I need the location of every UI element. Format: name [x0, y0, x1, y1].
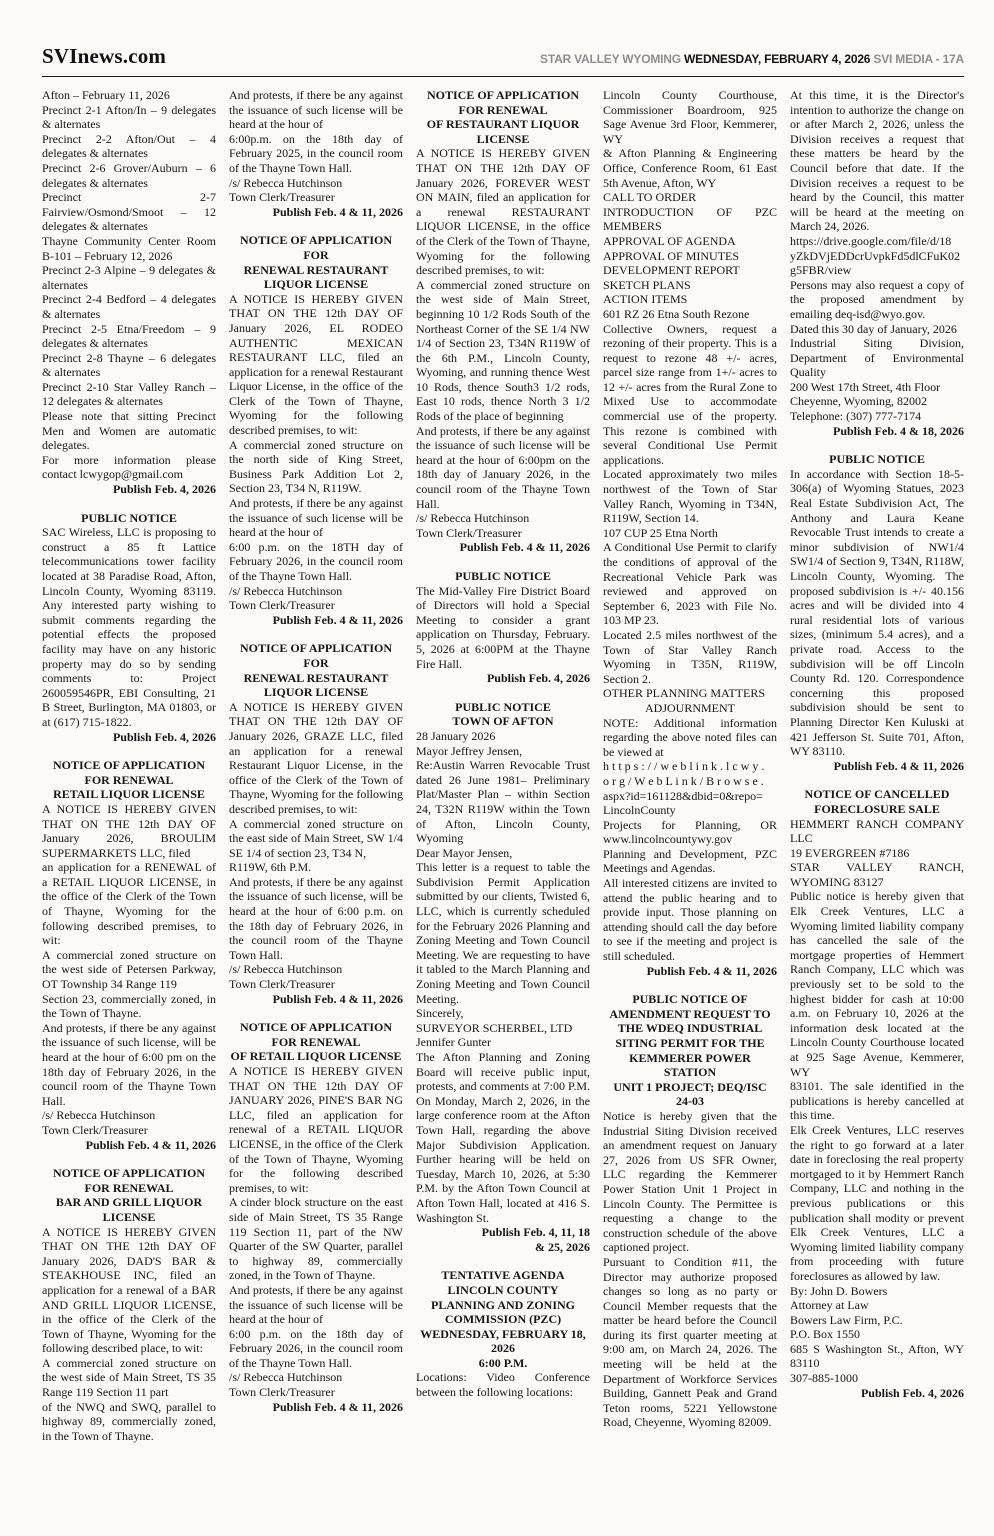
text-line: NOTICE OF CANCELLED: [804, 787, 950, 802]
text-line: Telephone: (307) 777-7174: [790, 409, 922, 424]
text-line: NOTICE OF APPLICATION: [426, 88, 579, 102]
notice-paragraph: SAC Wireless, LLC is proposing to construct a 85 ft Lattice telecommunications tower facility located at 38 Paradise Road, Afton, Lincoln County, Wyoming 83119. Any interested party wishing to submit comments regarding the potential effects the proposed facility may have on any historic property may do so by sending comments to: Project 260059546PR, EBI Consulting, 21 B Street, Burlington, MA 01803, or at (617) 715-1822.: [42, 525, 216, 729]
notice-heading: [42, 511, 216, 526]
notice-paragraph: A commercial zoned structure on the west side of Main Street, beginning 10 1/2 Rods South of the Northeast Corner of the SE 1/4 NW 1/4 of Section 23, T34N R119W of the 6th P.M., Lincoln County, Wyoming, and running thence West 10 Rods, thence South3 1/2 rods, East 10 rods, thence North 3 1/2 Rods of the place of beginning: [416, 277, 590, 424]
text-line: UNIT 1 PROJECT; DEQ/ISC: [613, 1079, 767, 1094]
notice-paragraph: 83101. The sale identified in the publications is hereby cancelled at this time.: [790, 1079, 964, 1123]
text-line: Bowers Law Firm, P.C.: [790, 1312, 903, 1327]
notice-heading: [416, 569, 590, 584]
text-line: SITING PERMIT FOR THE: [615, 1036, 765, 1050]
text-line: PUBLIC NOTICE: [81, 510, 177, 525]
notice-paragraph: The Afton Planning and Zoning Board will receive public input, protests, and comments at 7:00 P.M. On Monday, March 2, 2026, in the large conference room at the Afton Town Hall, regarding the above Major Subdivision Application. Further hearing will be held on Tuesday, March 10, 2026, at 5:30 P.M. by the Afton Town Council at Afton Town Hall, located at 416 S. Washington St.: [416, 1050, 590, 1225]
notice-lines: [229, 962, 403, 991]
text-line: LIQUOR LICENSE: [263, 685, 369, 700]
notice-paragraph: A cinder block structure on the east side of Main Street, TS 35 Range 119 Section 11, part of the NW Quarter of the SW Quarter, parallel to highway 89, commercially zoned, in the Town of Thayne.: [229, 1195, 403, 1283]
text-line: THE WDEQ INDUSTRIAL: [617, 1021, 763, 1036]
centered-line: ADJOURNMENT: [645, 700, 735, 715]
notice-lines: [416, 1006, 590, 1050]
notice-paragraph: At this time, it is the Director's intention to authorize the change on or after March 2, 2026, unless the Division receives a request that these matters be heard by the Council before that date. If the Division receives a request to be heard by the Council, this matter will be heard at the meeting on March 24, 2026.: [790, 88, 964, 234]
notice-paragraph: And protests, if there be any against the issuance of such license will be heard at the hour of 6:00pm on the 18th day of January 2026, in the council room of the Thayne Town Hall.: [416, 423, 590, 511]
masthead: [42, 0, 964, 77]
notice-paragraph: And protests, if there be any against the issuance of such license will be heard at the hour of: [229, 496, 403, 540]
text-line: https://drive.google.com/file/d/18: [790, 233, 952, 248]
notice-lines: [229, 584, 403, 613]
text-line: LICENSE: [476, 131, 530, 146]
text-line: KEMMERER POWER STATION: [629, 1050, 751, 1080]
text-line: PUBLIC NOTICE OF: [632, 992, 748, 1007]
publish-line: Publish Feb. 4 & 11, 2026: [272, 1399, 403, 1414]
publish-line: [416, 1225, 590, 1254]
text-line: /s/ Rebecca Hutchinson: [42, 1108, 156, 1123]
notice-lines: [416, 511, 590, 540]
text-line: /s/ Rebecca Hutchinson: [229, 1370, 343, 1385]
publish-line: Publish Feb. 4 & 11, 2026: [272, 612, 403, 627]
notice-lines: [603, 526, 777, 541]
text-line: NOTICE OF APPLICATION: [52, 758, 205, 773]
notice-heading: [229, 233, 403, 291]
masthead-right: [540, 52, 964, 66]
notice-paragraph: The Mid-Valley Fire District Board of Directors will hold a Special Meeting to consider a grant application on Thursday, February. 5, 2026 at 6:00PM at the Thayne Fire Hall.: [416, 583, 590, 671]
notice-paragraph: Collective Owners, request a rezoning of their property. This is a request to rezone 48 +/- acres, parcel size range from 1+/- acres to 12 +/- acres from the Rural Zone to Mixed Use to accommodate commercial use of the property. This rezone is combined with several Conditional Use Permit applications.: [603, 321, 777, 467]
notice-paragraph: INTRODUCTION OF PZC MEMBERS: [603, 204, 777, 234]
text-line: FOR RENEWAL: [271, 1034, 361, 1049]
notice-paragraph: A NOTICE IS HEREBY GIVEN THAT ON THE 12th DAY OF January 2026, BROULIM SUPERMARKETS LLC, filed: [42, 801, 216, 860]
notice-paragraph: Precinct 2-2 Afton/Out – 4 delegates & alternates: [42, 131, 216, 161]
notice-paragraph: & Afton Planning & Engineering Office, Conference Room, 61 East 5th Avenue, Afton, WY: [603, 146, 777, 190]
text-line: 28 January 2026: [416, 728, 496, 743]
text-line: yZkDVjEDDcrUvpkFd5dlCFuK02: [790, 248, 960, 263]
text-line: OF RETAIL LIQUOR LICENSE: [230, 1049, 402, 1064]
text-line: FOR RENEWAL: [458, 102, 548, 117]
column-1: [42, 88, 216, 1513]
text-line: FORECLOSURE SALE: [814, 801, 940, 816]
notice-paragraph: And protests, if there be any against the issuance of such license, will be heard at the hour of 6:00 p.m. on the 18th day of February 2026, in the council room of the Thayne Town Hall.: [229, 874, 403, 962]
text-line: ACTION ITEMS: [603, 292, 688, 307]
notice-paragraph: of the NWQ and SWQ, parallel to highway 89, commercially zoned, in the Town of Thayne.: [42, 1399, 216, 1443]
notice-paragraph: Precinct 2-3 Alpine – 9 delegates & alternates: [42, 263, 216, 292]
publish-line: Publish Feb. 4, 2026: [112, 482, 216, 497]
notice-paragraph: an application for a RENEWAL of a RETAIL LIQUOR LICENSE, in the office of the Clerk of the Town of Thayne, Wyoming for the following described premises, to wit:: [42, 860, 216, 948]
text-line: SURVEYOR SCHERBEL, LTD: [416, 1020, 573, 1035]
text-line: LincolnCounty: [603, 803, 676, 818]
text-line: PLANNING AND ZONING: [430, 1297, 575, 1312]
text-line: NOTICE OF APPLICATION: [52, 1166, 205, 1181]
site-name: SVInews.com: [42, 44, 167, 68]
notice-paragraph: Precinct 2-4 Bedford – 4 delegates & alternates: [42, 292, 216, 321]
text-line: OTHER PLANNING MATTERS: [603, 686, 765, 701]
publish-line: Publish Feb. 4 & 11, 2026: [85, 1137, 216, 1152]
text-line: TENTATIVE AGENDA: [441, 1268, 565, 1283]
notice-lines: [603, 759, 777, 817]
text-line: FOR RENEWAL: [84, 772, 174, 787]
publish-line: Publish Feb. 4 & 11, 2026: [833, 758, 964, 773]
text-line: PUBLIC NOTICE: [455, 699, 551, 714]
notice-paragraph: Precinct 2-10 Star Valley Ranch – 12 delegates & alternates: [42, 379, 216, 409]
text-line: 307-885-1000: [790, 1371, 858, 1386]
notice-paragraph: A NOTICE IS HEREBY GIVEN THAT ON THE 12th DAY OF JANUARY 2026, PINE'S BAR NG LLC, filed an application for renewal of a RETAIL LIQUOR LICENSE, in the office of the Clerk of the Town of Thayne, Wyoming for the following described premises, to wit:: [229, 1064, 403, 1195]
publish-line: Publish Feb. 4 & 11, 2026: [646, 963, 777, 978]
notice-paragraph: Re:Austin Warren Revocable Trust dated 26 June 1981– Preliminary Plat/Master Plan – within Section 24, T32N R119W within the Town of Afton, Lincoln County, Wyoming: [416, 758, 590, 846]
notice-heading: [416, 1268, 590, 1370]
notice-paragraph: And protests, if there be any against the issuance of such license, will be heard at the hour of 6:00 pm on the 18th day of February 2026, in the council room of the Thayne Town Hall.: [42, 1020, 216, 1108]
publish-line: Publish Feb. 4 & 11, 2026: [272, 204, 403, 219]
text-line: Cheyenne, Wyoming, 82002: [790, 394, 928, 409]
notice-paragraph: Dated this 30 day of January, 2026: [790, 321, 957, 336]
publish-line: Publish Feb. 4, 2026: [860, 1385, 964, 1400]
text-line: DEVELOPMENT REPORT: [603, 263, 740, 278]
notice-heading: [42, 758, 216, 802]
text-line: CALL TO ORDER: [603, 190, 697, 205]
notice-paragraph: A commercial zoned structure on the north side of King Street, Business Park Addition Lot 2, Section 23, T34 N, R119W.: [229, 437, 403, 496]
text-line: FOR RENEWAL: [84, 1180, 174, 1195]
text-line: RETAIL LIQUOR LICENSE: [53, 787, 205, 802]
notice-heading: [790, 452, 964, 467]
notice-lines: [603, 190, 777, 205]
notice-paragraph: Precinct 2-7 Fairview/Osmond/Smoot – 12 delegates & alternates: [42, 190, 216, 234]
column-4: [603, 88, 777, 1513]
publish-line: Publish Feb. 4 & 11, 2026: [459, 540, 590, 555]
text-line: BAR AND GRILL LIQUOR: [55, 1195, 203, 1210]
notice-paragraph: And protests, if there be any against the issuance of such license will be heard at the hour of: [229, 88, 403, 132]
notice-lines: [416, 729, 590, 758]
notice-paragraph: Precinct 2-1 Afton/In – 9 delegates & alternates: [42, 102, 216, 132]
text-line: 200 West 17th Street, 4th Floor: [790, 379, 941, 394]
text-line: h t t p s : / / w e b l i n k . l c w y .: [603, 759, 765, 774]
text-line: SKETCH PLANS: [603, 277, 691, 292]
text-line: Town Clerk/Treasurer: [229, 190, 335, 205]
text-line: /s/ Rebecca Hutchinson: [229, 175, 343, 190]
columns: [42, 88, 964, 1513]
notice-paragraph: Thayne Community Center Room B-101 – February 12, 2026: [42, 233, 216, 263]
notice-heading: [229, 1020, 403, 1064]
text-line: 24-03: [676, 1094, 704, 1109]
notice-paragraph: Public notice is hereby given that Elk Creek Ventures, LLC a Wyoming limited liability company has cancelled the sale of the mortgage properties of Hemmert Ranch Company, LLC which was previously set to be sold to the highest bidder for cash at 10:00 a.m. on February 10, 2026 at the information desk located at the Lincoln County Courthouse located at 925 Sage Avenue, Kemmerer, WY: [790, 889, 964, 1079]
notice-lines: [790, 234, 964, 278]
masthead-location: STAR VALLEY WYOMING: [540, 52, 685, 66]
column-5: [790, 88, 964, 1513]
notice-paragraph: This letter is a request to table the Subdivision Permit Application submitted by our clients, Twisted 6, LLC, which is currently scheduled for the February 2026 Planning and Zoning Meeting and Town Council Meeting. We are requesting to have it tabled to the March Planning and Zoning Meeting and Town Council Meeting.: [416, 860, 590, 1006]
notice-paragraph: Precinct 2-8 Thayne – 6 delegates & alternates: [42, 350, 216, 380]
text-line: 6:00 P.M.: [478, 1355, 528, 1370]
text-line: 601 RZ 26 Etna South Rezone: [603, 306, 750, 321]
text-line: /s/ Rebecca Hutchinson: [229, 583, 343, 598]
text-line: TOWN OF AFTON: [452, 714, 554, 729]
text-line: By: John D. Bowers: [790, 1283, 888, 1298]
text-line: NOTICE OF APPLICATION: [239, 233, 392, 248]
notice-paragraph: 6:00 p.m. on the 18th day of February 2026, in the council room of the Thayne Town Hall.: [229, 1326, 403, 1370]
publish-line: Publish Feb. 4 & 18, 2026: [832, 423, 964, 438]
text-line: 2026: [491, 1341, 515, 1356]
notice-paragraph: Section 23, commercially zoned, in the Town of Thayne.: [42, 991, 216, 1021]
text-line: COMMISSION (PZC): [444, 1312, 562, 1327]
notice-paragraph: All interested citizens are invited to attend the public hearing and to provide input. Those planning on attending should call the day before to see if the meeting and project is still scheduled.: [603, 876, 777, 964]
text-line: /s/ Rebecca Hutchinson: [416, 511, 530, 526]
text-line: g5FBR/view: [790, 263, 852, 278]
notice-paragraph: A commercial zoned structure on the west side of Main Street, TS 35 Range 119 Section 11 part: [42, 1355, 216, 1400]
notice-paragraph: Projects for Planning, OR www.lincolncountywy.gov Planning and Development, PZC Meetings and Agendas.: [603, 817, 777, 876]
notice-heading: [603, 992, 777, 1109]
notice-paragraph: Located 2.5 miles northwest of the Town of Star Valley Ranch Wyoming in T35N, R119W, Section 2.: [603, 627, 777, 686]
text-line: APPROVAL OF AGENDA: [603, 233, 736, 248]
notice-paragraph: Elk Creek Ventures, LLC reserves the right to go forward at a later date in foreclosing the real property mortgaged to it by Hemmert Ranch Company, LLC and nothing in the previous publications or this publication shall modity or prevent Elk Creek Ventures, LLC a Wyoming limited liability company from proceeding with future foreclosures as allowed by law.: [790, 1122, 964, 1283]
text-line: NOTICE OF APPLICATION: [239, 1020, 392, 1035]
notice-paragraph: Located approximately two miles northwest of the Town of Star Valley Ranch, Wyoming in T34N, R119W, Section 14.: [603, 467, 777, 526]
notice-heading: [790, 787, 964, 816]
text-line: Mayor Jeffrey Jensen,: [416, 743, 523, 758]
notice-lines: [603, 686, 777, 701]
text-line: PUBLIC NOTICE: [455, 569, 551, 583]
notice-paragraph: Precinct 2-5 Etna/Freedom – 9 delegates & alternates: [42, 321, 216, 351]
notice-paragraph: NOTE: Additional information regarding the above noted files can be viewed at: [603, 715, 777, 759]
text-line: FOR: [303, 247, 329, 262]
text-line: Town Clerk/Treasurer: [42, 1122, 148, 1137]
notice-paragraph: STAR VALLEY RANCH, WYOMING 83127: [790, 860, 964, 889]
text-line: RENEWAL RESTAURANT: [243, 262, 389, 277]
text-line: PUBLIC NOTICE: [829, 452, 925, 467]
text-line: AMENDMENT REQUEST TO: [609, 1006, 771, 1021]
column-3: [416, 88, 590, 1513]
text-line: Town Clerk/Treasurer: [229, 1385, 335, 1400]
notice-paragraph: A NOTICE IS HEREBY GIVEN THAT ON THE 12th DAY OF January 2026, GRAZE LLC, filed an application for a renewal Restaurant Liquor License, in the office of the Clerk of the Town of Thayne, Wyoming for the following described premises, to wit:: [229, 699, 403, 816]
notice-lines: [790, 380, 964, 424]
text-line: Town Clerk/Treasurer: [416, 525, 522, 540]
notice-paragraph: A NOTICE IS HEREBY GIVEN THAT ON THE 12th DAY OF January 2026, DAD'S BAR & STEAKHOUSE INC, filed an application for a renewal of a BAR AND GRILL LIQUOR LICENSE, in the office of the Clerk of the Town of Thayne, Wyoming for the following described place, to wit:: [42, 1224, 216, 1356]
notice-paragraph: 685 S Washington St., Afton, WY 83110: [790, 1341, 964, 1371]
notice-paragraph: A commercial zoned structure on the west side of Petersen Parkway, OT Township 34 Range 119: [42, 947, 216, 992]
notice-paragraph: And protests, if there be any against the issuance of such license will be heard at the hour of: [229, 1282, 403, 1327]
notice-paragraph: Please note that sitting Precinct Men and Women are automatic delegates.: [42, 409, 216, 453]
notice-paragraph: Afton – February 11, 2026: [42, 88, 170, 102]
text-line: Publish Feb. 4, 11, 18: [481, 1225, 590, 1240]
text-line: NOTICE OF APPLICATION: [239, 641, 392, 656]
text-line: Jennifer Gunter: [416, 1035, 491, 1050]
notice-heading: [416, 88, 590, 146]
issue-date: WEDNESDAY, FEBRUARY 4, 2026: [684, 52, 871, 66]
notice-paragraph: A NOTICE IS HEREBY GIVEN THAT ON THE 12th DAY OF January 2026, EL RODEO AUTHENTIC MEXICAN RESTAURANT LLC, filed an application for a renewal Restaurant Liquor License, in the office of the Clerk of the Town of Thayne, Wyoming for the following described premises, to wit:: [229, 291, 403, 438]
notice-heading: [416, 700, 590, 729]
text-line: & 25, 2026: [535, 1239, 590, 1254]
notice-paragraph: Industrial Siting Division, Department of Environmental Quality: [790, 336, 964, 380]
notice-paragraph: 6:00p.m. on the 18th day of February 2025, in the council room of the Thayne Town Hall.: [229, 131, 403, 175]
text-line: 19 EVERGREEN #7186: [790, 845, 910, 860]
text-line: Dear Mayor Jensen,: [416, 845, 513, 860]
notice-paragraph: In accordance with Section 18-5-306(a) of Wyoming Statues, 2023 Real Estate Subdivision Act, The Anthony and Laura Keane Revocable Trust intends to create a minor subdivision of NW1/4 SW1/4 of Section 9, T34N, R118W, Lincoln County, Wyoming. The proposed subdivision is +/- 40.156 acres and will be divided into 4 rural residential lots of various sizes, (minimum 5.4 acres), and a private road. Access to the subdivision will be off Lincoln County Rd. 120. Correspondence concerning this proposed subdivision should be sent to Planning Director Ken Kuluski at 421 Jefferson St. Suite 701, Afton, WY 83110.: [790, 466, 964, 759]
text-line: /s/ Rebecca Hutchinson: [229, 962, 343, 977]
notice-heading: [42, 1166, 216, 1224]
text-line: Town Clerk/Treasurer: [229, 598, 335, 613]
notice-paragraph: For more information please contact lcwygop@gmail.com: [42, 452, 216, 482]
notice-lines: [42, 1108, 216, 1137]
notice-paragraph: Locations: Video Conference between the following locations:: [416, 1370, 590, 1400]
notice-paragraph: A commercial zoned structure on the east side of Main Street, SW 1/4 SE 1/4 of section 23, T34 N,: [229, 816, 403, 860]
text-line: LICENSE: [102, 1209, 156, 1224]
text-line: LIQUOR LICENSE: [263, 277, 369, 292]
notice-lines: [416, 846, 590, 861]
text-line: aspx?id=161128&dbid=0&repo=: [603, 788, 763, 803]
publish-line: Publish Feb. 4 & 11, 2026: [272, 991, 403, 1006]
notice-paragraph: HEMMERT RANCH COMPANY LLC: [790, 816, 964, 846]
text-line: APPROVAL OF MINUTES: [603, 248, 740, 263]
text-line: OF RESTAURANT LIQUOR: [426, 117, 580, 132]
text-line: RENEWAL RESTAURANT: [243, 670, 389, 685]
notice-paragraph: 6:00 p.m. on the 18TH day of February 2026, in the council room of the Thayne Town Hall.: [229, 539, 403, 583]
notice-paragraph: A Conditional Use Permit to clarify the conditions of approval of the Recreational Vehicle Park was reviewed and approved on September 6, 2023 with File No. 103 MP 23.: [603, 540, 777, 628]
text-line: Sincerely,: [416, 1006, 464, 1021]
text-line: o r g / W e b L i n k / B r o w s e .: [603, 773, 764, 788]
publish-line: Publish Feb. 4, 2026: [486, 671, 590, 686]
notice-paragraph: Precinct 2-6 Grover/Auburn – 6 delegates & alternates: [42, 160, 216, 190]
notice-lines: [790, 1284, 964, 1342]
text-line: Attorney at Law: [790, 1298, 869, 1313]
notice-paragraph: Pursuant to Condition #11, the Director may authorize proposed changes so long as no party or Council Member requests that the matter be heard before the Council during its first quarter meeting at 9:00 am, on March 24, 2026. The meeting will be held at the Department of Workforce Services Building, Gannett Peak and Grand Teton rooms, 5221 Yellowstone Road, Cheyenne, Wyoming 82009.: [603, 1254, 777, 1430]
text-line: FOR: [303, 655, 329, 670]
notice-paragraph: Notice is hereby given that the Industrial Siting Division received an amendment request on January 27, 2026 from US SFR Owner, LLC regarding the Kemmerer Power Station Unit 1 Project in Lincoln County. The Permittee is requesting a change to the construction schedule of the above captioned project.: [603, 1108, 777, 1255]
text-line: P.O. Box 1550: [790, 1327, 861, 1342]
column-2: [229, 88, 403, 1513]
notice-paragraph: A NOTICE IS HEREBY GIVEN THAT ON THE 12th DAY OF January 2026, FOREVER WEST ON MAIN, filed an application for a renewal RESTAURANT LIQUOR LICENSE, in the office of the Clerk of the Town of Thayne, Wyoming for the following described premises, to wit:: [416, 146, 590, 278]
notice-paragraph: R119W, 6th P.M.: [229, 860, 312, 875]
text-line: Town Clerk/Treasurer: [229, 977, 335, 992]
page-edition: SVI MEDIA - 17A: [870, 52, 964, 66]
text-line: WEDNESDAY, FEBRUARY 18,: [420, 1326, 586, 1341]
notice-paragraph: Lincoln County Courthouse, Commissioner Boardroom, 925 Sage Avenue 3rd Floor, Kemmerer, WY: [603, 88, 777, 146]
text-line: LINCOLN COUNTY: [447, 1282, 559, 1297]
notice-heading: [229, 641, 403, 699]
notice-lines: [229, 1370, 403, 1399]
text-line: 107 CUP 25 Etna North: [603, 525, 718, 540]
publish-line: Publish Feb. 4, 2026: [112, 729, 216, 744]
notice-lines: [790, 846, 964, 861]
notice-lines: [229, 176, 403, 205]
notice-paragraph: Persons may also request a copy of the proposed amendment by emailing deq-isd@wyo.gov.: [790, 277, 964, 321]
notice-lines: [603, 234, 777, 322]
notice-lines: [790, 1371, 964, 1386]
